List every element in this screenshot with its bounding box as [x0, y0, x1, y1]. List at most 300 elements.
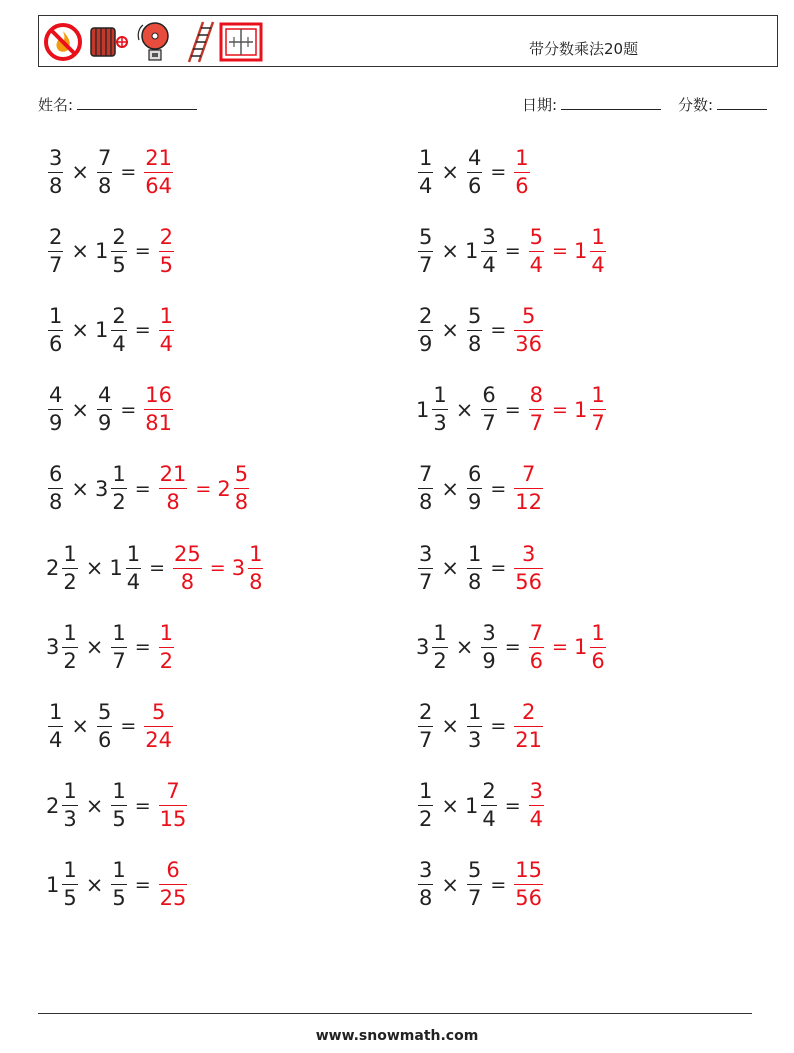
numerator: 1: [591, 620, 605, 645]
fraction: [481, 620, 496, 673]
times-sign: ×: [71, 397, 89, 422]
numerator: 6: [482, 383, 496, 408]
denominator: 9: [419, 331, 433, 356]
denominator: 6: [97, 727, 112, 752]
denominator: 4: [591, 252, 605, 277]
problem-item: [416, 537, 545, 599]
numerator: 1: [433, 383, 447, 408]
times-sign: ×: [441, 318, 459, 343]
equals-sign: =: [552, 240, 568, 263]
times-sign: ×: [455, 635, 474, 660]
fraction: [97, 699, 112, 752]
fraction: [481, 385, 496, 434]
denominator: 64: [145, 173, 173, 198]
denominator: 8: [49, 173, 63, 198]
equals-sign: =: [134, 477, 151, 500]
problem-item: [416, 379, 608, 441]
denominator: 4: [482, 807, 496, 832]
fraction: [432, 620, 447, 673]
problem-item: [46, 775, 189, 837]
fraction: [159, 464, 188, 513]
fraction: [418, 699, 433, 752]
numerator: 21: [159, 462, 187, 487]
times-sign: ×: [455, 397, 474, 422]
fraction: [48, 464, 63, 513]
denominator: 7: [419, 569, 433, 594]
times-sign: ×: [71, 318, 89, 343]
problem-item: [416, 141, 532, 203]
denominator: 2: [112, 490, 126, 515]
footer-url: www.snowmath.com: [315, 1028, 479, 1044]
fraction: [62, 620, 77, 673]
denominator: 5: [112, 886, 126, 911]
denominator: 2: [159, 648, 174, 673]
numerator: 16: [145, 383, 173, 408]
problem-item: [46, 141, 175, 203]
equals-sign: =: [490, 873, 507, 896]
fraction: [48, 224, 63, 277]
numerator: 2: [419, 303, 433, 328]
footer-divider: [38, 1013, 752, 1014]
equals-sign: =: [120, 715, 137, 738]
denominator: 5: [112, 807, 126, 832]
answer: [157, 224, 176, 277]
numerator: 6: [166, 858, 180, 883]
name-label: 姓名:: [38, 96, 74, 114]
numerator: 3: [482, 224, 496, 249]
numerator: 2: [482, 779, 496, 804]
worksheet-title: 带分数乘法20题: [529, 40, 639, 58]
denominator: 15: [159, 807, 187, 832]
answer: [157, 464, 251, 513]
times-sign: ×: [441, 793, 459, 818]
denominator: 5: [63, 886, 77, 911]
numerator: 1: [419, 145, 433, 170]
numerator: 5: [234, 462, 249, 487]
numerator: 25: [174, 541, 201, 566]
denominator: 3: [467, 727, 482, 752]
numerator: 8: [529, 383, 544, 408]
numerator: 2: [521, 699, 536, 724]
fraction: [529, 781, 544, 830]
fraction: [467, 699, 482, 752]
fraction: [48, 699, 63, 752]
numerator: 1: [49, 303, 63, 328]
fraction: [159, 224, 174, 277]
equals-sign: =: [195, 477, 212, 500]
fraction: [418, 541, 433, 594]
numerator: 5: [419, 224, 433, 249]
fraction: [514, 860, 543, 909]
fraction: [418, 860, 433, 909]
fraction: [467, 145, 482, 198]
whole-number: 1: [109, 556, 123, 580]
numerator: 5: [529, 224, 544, 249]
fraction: [418, 224, 433, 277]
score-label: 分数:: [678, 96, 714, 114]
numerator: 2: [419, 699, 433, 724]
fraction: [144, 385, 173, 434]
answer: [157, 781, 190, 830]
numerator: 3: [419, 858, 433, 883]
problem-item: [46, 537, 265, 599]
fire-exit-door-icon: [219, 22, 263, 62]
denominator: 6: [515, 173, 529, 198]
date-label: 日期:: [522, 96, 558, 114]
whole-number: 1: [464, 793, 479, 818]
denominator: 24: [145, 727, 173, 752]
equals-sign: =: [120, 161, 137, 183]
date-field[interactable]: [522, 94, 661, 115]
numerator: 1: [591, 383, 605, 408]
numerator: 1: [112, 462, 126, 487]
equals-sign: =: [504, 240, 521, 263]
equals-sign: =: [209, 557, 226, 579]
answer: [527, 620, 608, 673]
fire-alarm-bell-icon: [135, 20, 175, 64]
denominator: 6: [591, 648, 605, 673]
fraction: [467, 464, 482, 513]
fraction: [481, 781, 496, 830]
denominator: 7: [49, 252, 63, 277]
denominator: 4: [529, 807, 544, 832]
fraction: [432, 385, 447, 434]
fraction: [529, 385, 544, 434]
denominator: 8: [159, 488, 188, 513]
denominator: 4: [159, 331, 174, 356]
fraction: [126, 541, 141, 594]
fraction: [111, 303, 126, 356]
problem-item: [46, 458, 251, 520]
fraction: [159, 303, 174, 356]
numerator: 1: [419, 779, 433, 804]
denominator: 8: [97, 173, 112, 198]
whole-number: 3: [231, 556, 246, 580]
fraction: [467, 541, 482, 594]
answer: [527, 385, 608, 434]
equals-sign: =: [149, 557, 166, 579]
numerator: 1: [159, 620, 174, 645]
numerator: 3: [482, 620, 496, 645]
denominator: 7: [591, 411, 605, 436]
numerator: 1: [467, 541, 482, 566]
numerator: 1: [112, 620, 126, 645]
denominator: 7: [419, 252, 433, 277]
fraction: [418, 781, 433, 830]
times-sign: ×: [85, 556, 104, 580]
numerator: 1: [112, 858, 126, 883]
denominator: 56: [515, 886, 543, 911]
worksheet-header: [38, 15, 778, 67]
problem-item: [46, 616, 176, 678]
fraction: [418, 303, 433, 356]
numerator: 15: [515, 858, 543, 883]
numerator: 5: [467, 858, 482, 883]
numerator: 2: [49, 224, 63, 249]
fraction: [418, 145, 433, 198]
whole-number: 1: [416, 397, 430, 422]
equals-sign: =: [552, 398, 568, 421]
answer: [171, 541, 265, 594]
fraction: [481, 224, 496, 277]
answer: [142, 385, 175, 434]
problem-item: [416, 695, 545, 757]
answer: [142, 699, 175, 752]
answer: [157, 620, 176, 673]
fraction: [97, 145, 112, 198]
times-sign: ×: [71, 476, 89, 501]
fraction: [467, 303, 482, 356]
answer: [512, 145, 531, 198]
times-sign: ×: [71, 239, 89, 264]
numerator: 2: [112, 303, 126, 328]
date-blank[interactable]: [561, 95, 661, 110]
answer: [142, 145, 175, 198]
whole-number: 3: [94, 476, 109, 501]
whole-number: 1: [573, 239, 588, 264]
whole-number: 3: [416, 635, 430, 660]
times-sign: ×: [85, 793, 104, 818]
numerator: 5: [97, 699, 112, 724]
fraction: [111, 781, 126, 830]
numerator: 1: [63, 858, 77, 883]
numerator: 1: [433, 620, 447, 645]
answer: [527, 781, 546, 830]
equals-sign: =: [504, 794, 521, 817]
answer: [512, 303, 545, 356]
denominator: 8: [419, 886, 433, 911]
equals-sign: =: [120, 398, 137, 421]
problem-item: [46, 854, 189, 916]
denominator: 9: [97, 411, 112, 436]
denominator: 7: [529, 411, 544, 436]
fraction: [514, 699, 543, 752]
fraction: [62, 860, 77, 909]
denominator: 6: [529, 648, 544, 673]
denominator: 8: [467, 569, 482, 594]
equals-sign: =: [552, 636, 568, 659]
denominator: 2: [63, 648, 77, 673]
denominator: 9: [467, 490, 482, 515]
score-blank[interactable]: [717, 95, 767, 110]
denominator: 2: [433, 648, 447, 673]
answer: [512, 860, 545, 909]
equals-sign: =: [490, 161, 507, 183]
denominator: 4: [126, 569, 141, 594]
numerator: 2: [159, 224, 174, 249]
denominator: 6: [467, 173, 482, 198]
times-sign: ×: [85, 872, 104, 897]
equals-sign: =: [134, 319, 151, 342]
answer: [512, 541, 545, 594]
fraction: [144, 145, 173, 198]
numerator: 1: [249, 541, 263, 566]
numerator: 6: [467, 462, 482, 487]
whole-number: 2: [46, 556, 60, 580]
times-sign: ×: [441, 476, 459, 501]
denominator: 25: [159, 886, 187, 911]
fraction: [159, 860, 188, 909]
times-sign: ×: [441, 160, 459, 184]
fraction: [111, 224, 126, 277]
denominator: 4: [529, 252, 544, 277]
fraction: [159, 620, 174, 673]
fraction: [514, 145, 529, 198]
numerator: 1: [591, 224, 605, 249]
denominator: 12: [515, 490, 543, 515]
fraction: [159, 781, 188, 830]
denominator: 8: [249, 569, 263, 594]
problem-item: [416, 458, 545, 520]
denominator: 8: [419, 490, 433, 515]
denominator: 8: [234, 490, 249, 515]
numerator: 2: [112, 224, 126, 249]
denominator: 5: [112, 252, 126, 277]
numerator: 3: [529, 779, 544, 804]
numerator: 5: [521, 303, 536, 328]
answer: [527, 224, 608, 277]
denominator: 2: [419, 807, 433, 832]
numerator: 1: [467, 699, 482, 724]
fraction: [514, 303, 543, 356]
numerator: 1: [63, 779, 77, 804]
answer: [512, 464, 545, 513]
denominator: 7: [482, 411, 496, 436]
equals-sign: =: [134, 240, 151, 263]
fraction: [590, 224, 605, 277]
fraction: [144, 699, 173, 752]
numerator: 1: [63, 620, 77, 645]
fraction: [111, 464, 126, 513]
times-sign: ×: [85, 635, 104, 660]
whole-number: 1: [94, 239, 109, 264]
fraction: [62, 541, 77, 594]
numerator: 4: [49, 383, 63, 408]
times-sign: ×: [441, 239, 459, 264]
numerator: 7: [97, 145, 112, 170]
times-sign: ×: [71, 714, 89, 739]
fraction: [467, 860, 482, 909]
problem-item: [416, 775, 546, 837]
denominator: 36: [515, 331, 543, 356]
numerator: 1: [49, 699, 63, 724]
numerator: 7: [521, 462, 536, 487]
denominator: 7: [419, 727, 433, 752]
whole-number: 3: [46, 635, 60, 660]
fraction: [590, 385, 605, 434]
numerator: 4: [467, 145, 482, 170]
whole-number: 1: [573, 397, 588, 422]
fire-hose-reel-icon: [87, 22, 131, 62]
numerator: 1: [159, 303, 174, 328]
denominator: 3: [63, 807, 77, 832]
denominator: 56: [515, 569, 543, 594]
numerator: 1: [112, 779, 126, 804]
problem-item: [46, 299, 176, 361]
answer: [157, 303, 176, 356]
denominator: 21: [515, 727, 543, 752]
denominator: 9: [482, 648, 496, 673]
name-field[interactable]: [38, 94, 197, 115]
fraction: [514, 541, 543, 594]
problem-item: [46, 379, 175, 441]
name-blank[interactable]: [77, 95, 197, 110]
header-icons: [43, 20, 263, 64]
times-sign: ×: [441, 714, 459, 739]
equals-sign: =: [134, 794, 151, 817]
whole-number: 1: [464, 239, 479, 264]
fraction: [234, 464, 249, 513]
numerator: 3: [419, 541, 433, 566]
fraction: [418, 464, 433, 513]
equals-sign: =: [490, 715, 507, 738]
numerator: 7: [529, 620, 544, 645]
fraction: [514, 464, 543, 513]
equals-sign: =: [490, 557, 507, 579]
whole-number: 2: [46, 793, 60, 818]
equals-sign: =: [504, 636, 521, 659]
fraction: [248, 541, 263, 594]
equals-sign: =: [504, 398, 521, 421]
ladder-icon: [179, 20, 215, 64]
numerator: 21: [145, 145, 173, 170]
numerator: 5: [151, 699, 166, 724]
numerator: 7: [419, 462, 433, 487]
fraction: [590, 620, 605, 673]
fraction: [111, 620, 126, 673]
problem-item: [416, 854, 545, 916]
times-sign: ×: [71, 160, 89, 184]
whole-number: 1: [94, 318, 109, 343]
problem-item: [46, 220, 176, 282]
denominator: 4: [419, 173, 433, 198]
times-sign: ×: [441, 556, 459, 580]
denominator: 6: [49, 331, 63, 356]
denominator: 9: [49, 411, 63, 436]
fraction: [97, 385, 112, 434]
fraction: [529, 620, 544, 673]
denominator: 4: [482, 252, 496, 277]
numerator: 7: [166, 779, 180, 804]
denominator: 7: [467, 886, 482, 911]
fraction: [529, 224, 544, 277]
numerator: 1: [515, 145, 529, 170]
no-fire-icon: [43, 22, 83, 62]
denominator: 3: [433, 411, 447, 436]
equals-sign: =: [490, 477, 507, 500]
fraction: [48, 303, 63, 356]
denominator: 7: [112, 648, 126, 673]
answer: [512, 699, 545, 752]
numerator: 3: [521, 541, 536, 566]
denominator: 8: [49, 490, 63, 515]
numerator: 4: [97, 383, 112, 408]
whole-number: 2: [217, 476, 231, 501]
numerator: 1: [63, 541, 77, 566]
score-field[interactable]: [678, 94, 767, 115]
denominator: 4: [49, 727, 63, 752]
whole-number: 1: [46, 872, 60, 897]
equals-sign: =: [490, 319, 507, 342]
denominator: 81: [145, 411, 173, 436]
denominator: 2: [63, 569, 77, 594]
numerator: 6: [49, 462, 63, 487]
numerator: 5: [467, 303, 482, 328]
numerator: 3: [49, 145, 63, 170]
answer: [157, 860, 190, 909]
times-sign: ×: [441, 872, 459, 897]
fraction: [48, 145, 63, 198]
